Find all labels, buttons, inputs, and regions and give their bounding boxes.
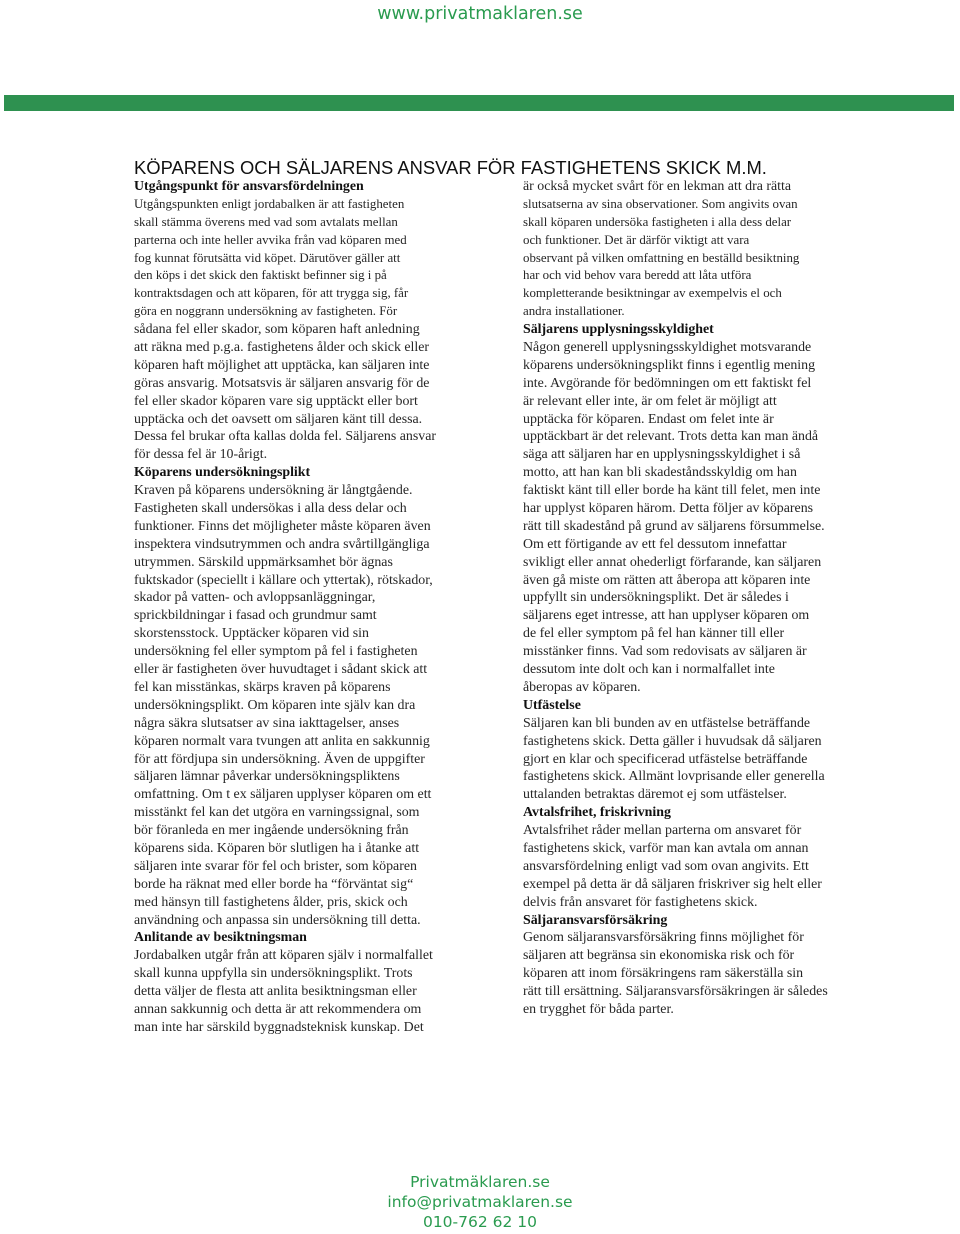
text-line: kontraktsdagen och att köparen, för att trygga sig, får [134, 286, 409, 301]
text-line: upptäcka och det oavsett om säljaren känt till dessa. [134, 411, 423, 427]
text-line: Fastigheten skall undersökas i alla dess delar och [134, 501, 407, 517]
text-line: Utgångspunkten enligt jordabalken är att fastigheten [134, 196, 405, 211]
text-line: delvis från ansvaret för fastighetens skick. [523, 894, 758, 910]
section-heading: Köparens undersökningsplikt [134, 465, 311, 481]
text-line: motto, att han kan bli skadeståndsskyldig om han [523, 465, 797, 481]
text-line: faktiskt känt till eller borde ha känt till felet, men inte [523, 483, 821, 499]
section-heading: Utgångspunkt för ansvarsfördelningen [134, 179, 364, 194]
text-line: svikligt eller annat ohederligt förfarande, kan säljaren [523, 554, 822, 570]
text-line: skall köparen undersöka fastigheten i alla dess delar [523, 214, 792, 229]
text-line: rätt till ersättning. Säljaransvarsförsäkringen är således [523, 984, 828, 1000]
text-line: säljarens eget intresse, att han upplyser köparen om [523, 608, 810, 624]
text-line: misstänker finns. Vad som redovisats av säljaren är [523, 644, 807, 660]
text-line: har och vid behov vara beredd att låta utföra [523, 268, 752, 283]
section-heading: Avtalsfrihet, friskrivning [523, 805, 671, 821]
text-line: fastighetens skick, varför man kan avtala om annan [523, 840, 809, 856]
text-line: parterna och inte heller avvika från vad köparen med [134, 232, 407, 247]
text-line: fastighetens skick. Detta gäller i huvudsak då säljaren [523, 733, 822, 749]
text-line: även gå miste om rätten att åberopa att köparen inte [523, 572, 811, 588]
text-line: man inte har särskild byggnadsteknisk kunskap. Det [134, 1019, 424, 1035]
text-line: upptäcka för köparen. Endast om felet inte är [523, 411, 774, 427]
text-line: den köps i det skick den faktiskt befinner sig i på [134, 268, 387, 283]
text-line: köparens sida. Köparen bör slutligen ha i åtanke att [134, 840, 420, 856]
text-line: bör föranleda en mer ingående undersökning från [134, 823, 409, 839]
text-line: skall stämma överens med vad som avtalats mellan [134, 214, 398, 229]
text-line: misstänkt fel kan det utgöra en varningssignal, som [134, 805, 420, 821]
text-line: att räkna med p.g.a. fastighetens ålder och skick eller [134, 340, 430, 356]
text-line: köparens undersökningsplikt finns i egentlig mening [523, 357, 816, 373]
text-line: Jordabalken utgår från att köparen själv i normalfallet [134, 948, 433, 964]
text-line: några säkra slutsatser av sina iakttagelser, anses [134, 715, 400, 731]
section-heading: Säljarens upplysningsskyldighet [523, 322, 714, 338]
footer-company-name: Privatmäklaren.se [410, 1173, 550, 1191]
text-line: kompletterande besiktningar av exempelvis el och [523, 286, 782, 301]
text-line: göras ansvarig. Motsatsvis är säljaren ansvarig för de [134, 375, 430, 391]
footer-phone: 010-762 62 10 [422, 1213, 538, 1231]
text-line: för dessa fel är 10-årigt. [134, 447, 268, 463]
text-line: borde ha räknat med eller borde ha “förväntat sig“ [134, 876, 414, 892]
text-line: Avtalsfrihet råder mellan parterna om ansvaret för [523, 823, 802, 839]
section-heading: Anlitande av besiktningsman [134, 930, 307, 946]
section-heading: Utfästelse [523, 697, 581, 713]
text-line: upptäckbart är det relevant. Trots detta kan man ändå [523, 429, 819, 445]
text-line: exempel på detta är då säljaren friskriver sig helt eller [523, 876, 822, 892]
text-line: göra en noggrann undersökning av fastigheten. För [134, 304, 398, 319]
text-line: för att fördjupa sin undersökning. Även de uppgifter [134, 751, 425, 767]
text-line: Någon generell upplysningsskyldighet motsvarande [523, 340, 812, 356]
text-line: fastighetens skick. Allmänt lovprisande eller generella [523, 769, 825, 785]
text-line: med hänsyn till fastighetens ålder, pris, skick och [134, 894, 408, 910]
text-line: utrymmen. Särskild uppmärksamhet bör ägnas [134, 554, 393, 570]
footer-email[interactable]: info@privatmaklaren.se [387, 1193, 573, 1211]
text-line: sprickbildningar i fasad och grundmur samt [134, 608, 377, 624]
text-line: slutsatserna av sina observationer. Som angivits ovan [523, 196, 798, 211]
text-line: inte. Avgörande för bedömningen om ett faktiskt fel [523, 375, 812, 391]
text-line: och funktioner. Det är därför viktigt att vara [523, 232, 750, 247]
text-line: skall kunna uppfylla sin undersökningsplikt. Trots [134, 966, 413, 982]
text-line: åberopas av köparen. [523, 679, 641, 695]
text-line: skorstensstock. Upptäcker köparen vid sin [134, 626, 369, 642]
text-line: köparen normalt vara tvungen att anlita en sakkunnig [134, 733, 430, 749]
text-line: fel kan misstänkas, skärps kraven på köparens [134, 679, 391, 695]
text-line: säga att säljaren har en upplysningsskyldighet i så [523, 447, 801, 463]
text-line: fog kunnat förutsätta vid köpet. Därutöver gäller att [134, 250, 401, 265]
text-line: dessutom inte dolt och kan i normalfallet inte [523, 662, 775, 678]
text-line: köparen haft möjlighet att upptäcka, kan säljaren inte [134, 357, 430, 373]
document-title: KÖPARENS OCH SÄLJARENS ANSVAR FÖR FASTIGHETENS SKICK M.M. [134, 157, 767, 178]
text-line: Säljaren kan bli bunden av en utfästelse beträffande [523, 715, 811, 731]
text-line: en trygghet för båda parter. [523, 1001, 674, 1017]
text-line: säljaren inte svarar för fel och brister, som köparen [134, 858, 417, 874]
header-website-url[interactable]: www.privatmaklaren.se [377, 4, 583, 24]
text-line: ansvarsfördelning enligt vad som ovan angivits. Ett [523, 858, 809, 874]
text-line: sådana fel eller skador, som köparen haft anledning [134, 322, 420, 338]
text-line: undersökning fel eller symptom på fel i fastigheten [134, 644, 418, 660]
left-text-column [134, 178, 479, 1037]
text-line: de fel eller symptom på fel han känner till eller [523, 626, 785, 642]
text-line: annan sakkunnig och detta är att rekommendera om [134, 1001, 422, 1017]
text-line: gjort en klar och specificerad utfästelse beträffande [523, 751, 808, 767]
text-line: omfattning. Om t ex säljaren upplyser köparen om ett [134, 787, 432, 803]
section-heading: Säljaransvarsförsäkring [523, 912, 668, 928]
text-line: skador på vatten- och avloppsanläggningar, [134, 590, 376, 606]
text-line: observant på vilken omfattning en beställd besiktning [523, 250, 800, 265]
text-line: fel eller skador köparen vare sig upptäckt eller bort [134, 393, 418, 409]
text-line: andra installationer. [523, 304, 625, 319]
text-line: Genom säljaransvarsförsäkring finns möjlighet för [523, 930, 804, 946]
text-line: inspektera vindsutrymmen och andra svårtillgängliga [134, 536, 430, 552]
text-line: uttalanden betraktas däremot ej som utfästelser. [523, 787, 787, 803]
text-line: rätt till skadestånd på grund av säljarens försummelse. [523, 518, 825, 534]
text-line: Om ett förtigande av ett fel dessutom innefattar [523, 536, 787, 552]
text-line: säljaren att begränsa sin ekonomiska risk och för [523, 948, 795, 964]
right-text-column [523, 178, 858, 1019]
text-line: funktioner. Finns det möjligheter måste köparen även [134, 518, 431, 534]
text-line: är relevant eller inte, är om felet är möjligt att [523, 393, 777, 409]
text-line: har upplyst köparen härom. Detta följer av köparens [523, 501, 814, 517]
text-line: uppfyllt sin undersökningsplikt. Det är således i [523, 590, 789, 606]
text-line: Kraven på köparens undersökning är långtgående. [134, 483, 413, 499]
text-line: säljaren lämnar påverkar undersökningspliktens [134, 769, 400, 785]
text-line: köparen att inom försäkringens ram säkerställa sin [523, 966, 804, 982]
header-green-band [4, 95, 954, 111]
text-line: är också mycket svårt för en lekman att dra rätta [523, 179, 792, 194]
text-line: eller är fastigheten över huvudtaget i sådant skick att [134, 662, 428, 678]
text-line: fuktskador (speciellt i källare och yttertak), rötskador, [134, 572, 433, 588]
text-line: Dessa fel brukar ofta kallas dolda fel. Säljarens ansvar [134, 429, 437, 445]
text-line: användning och anpassa sin undersökning till detta. [134, 912, 421, 928]
text-line: detta väljer de flesta att anlita besiktningsman eller [134, 984, 417, 1000]
text-line: undersökningsplikt. Om köparen inte själv kan dra [134, 697, 416, 713]
